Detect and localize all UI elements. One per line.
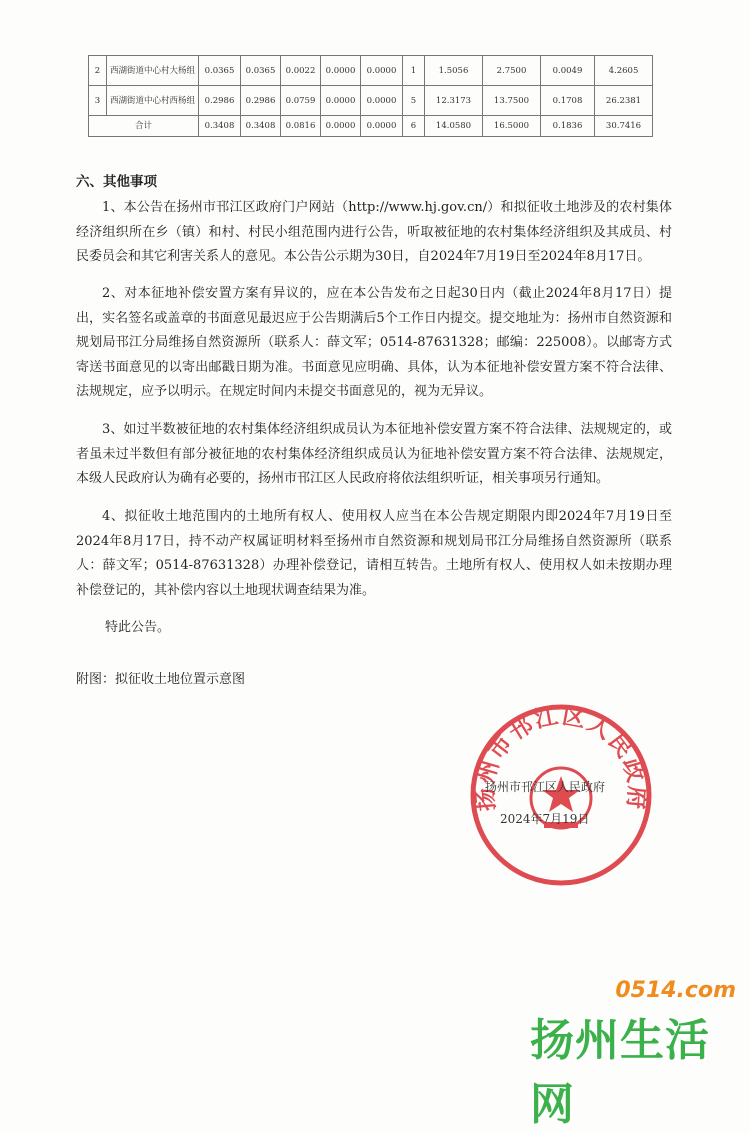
signature-organization: 扬州市邗江区人民政府 (485, 780, 606, 794)
table-cell: 0.0816 (281, 116, 321, 137)
table-cell: 1 (403, 56, 425, 86)
table-cell: 0.0049 (541, 56, 595, 86)
watermark-brand: 扬州生活网 (530, 1015, 710, 1130)
table-cell: 13.7500 (483, 86, 541, 116)
row-number: 2 (89, 56, 107, 86)
table-cell: 16.5000 (483, 116, 541, 137)
table-cell: 2.7500 (483, 56, 541, 86)
table-cell: 0.1836 (541, 116, 595, 137)
table-cell: 0.3408 (241, 116, 281, 137)
site-watermark (530, 978, 750, 1130)
row-number: 3 (89, 86, 107, 116)
table-cell: 0.0000 (361, 56, 403, 86)
table-cell: 0.0000 (361, 86, 403, 116)
closing-statement: 特此公告。 (105, 620, 171, 635)
table-cell: 14.0580 (425, 116, 483, 137)
table-cell: 0.0000 (321, 86, 361, 116)
table-cell: 0.0000 (361, 116, 403, 137)
annex-note: 附图：拟征收土地位置示意图 (76, 672, 246, 687)
table-cell: 12.3173 (425, 86, 483, 116)
table-cell: 0.0759 (281, 86, 321, 116)
signature-date: 2024年7月19日 (500, 812, 590, 826)
paragraph-3: 3、如过半数被征地的农村集体经济组织成员认为本征地补偿安置方案不符合法律、法规规定的，或者虽未过半数但有部分被征地的农村集体经济组织成员认为征地补偿安置方案不符合法律、法规规定，本级人民政府认为确有必要的，扬州市邗江区人民政府将依法组织听证，相关事项另行通知。 (76, 422, 672, 486)
table-cell: 1.5056 (425, 56, 483, 86)
paragraph-1: 1、本公告在扬州市邗江区政府门户网站（http://www.hj.gov.cn/）和拟征收土地涉及的农村集体经济组织所在乡（镇）和村、村民小组范围内进行公告，听取被征地的农村集体经济组织及其成员、村民委员会和其它利害关系人的意见。本公告公示期为30日，自2024年7月19日至2024年8月17日。 (76, 200, 672, 264)
table-cell: 30.7416 (595, 116, 653, 137)
group-name: 西湖街道中心村大杨组 (107, 56, 199, 86)
section-heading: 六、其他事项 (76, 174, 157, 190)
table-cell: 5 (403, 86, 425, 116)
seal-text: 扬州市邗江区人民政府 (472, 703, 650, 813)
group-name: 西湖街道中心村西杨组 (107, 86, 199, 116)
watermark-domain: 0514.com (615, 978, 736, 1003)
table-cell: 0.1708 (541, 86, 595, 116)
paragraph-4: 4、拟征收土地范围内的土地所有权人、使用权人应当在本公告规定期限内即2024年7月19日至2024年8月17日，持不动产权属证明材料至扬州市自然资源和规划局邗江分局维扬自然资源所（联系人：薛文军；0514-87631328）办理补偿登记，请相互转告。土地所有权人、使用权人如未按期办理补偿登记的，其补偿内容以土地现状调查结果为准。 (76, 509, 672, 598)
table-cell: 0.0022 (281, 56, 321, 86)
table-cell: 0.0365 (199, 56, 241, 86)
table-row (89, 56, 653, 86)
land-compensation-table (88, 55, 653, 137)
table-cell: 4.2605 (595, 56, 653, 86)
official-seal (466, 700, 656, 890)
paragraph-2: 2、对本征地补偿安置方案有异议的，应在本公告发布之日起30日内（截止2024年8月17日）提出，实名签名或盖章的书面意见最迟应于公告期满后5个工作日内提交。提交地址为：扬州市自然资源和规划局邗江分局维扬自然资源所（联系人：薛文军；0514-87631328；邮编：225008）。以邮寄方式寄送书面意见的以寄出邮戳日期为准。书面意见应明确、具体，认为本征地补偿安置方案不符合法律、法规规定，应予以明示。在规定时间内未提交书面意见的，视为无异议。 (76, 286, 672, 399)
table-cell: 0.0000 (321, 116, 361, 137)
table-row (89, 86, 653, 116)
total-label: 合计 (89, 116, 199, 137)
table-cell: 26.2381 (595, 86, 653, 116)
table-cell: 0.3408 (199, 116, 241, 137)
table-total-row (89, 116, 653, 137)
table-cell: 0.0365 (241, 56, 281, 86)
table-cell: 0.2986 (199, 86, 241, 116)
table-cell: 0.2986 (241, 86, 281, 116)
table-cell: 0.0000 (321, 56, 361, 86)
table-cell: 6 (403, 116, 425, 137)
